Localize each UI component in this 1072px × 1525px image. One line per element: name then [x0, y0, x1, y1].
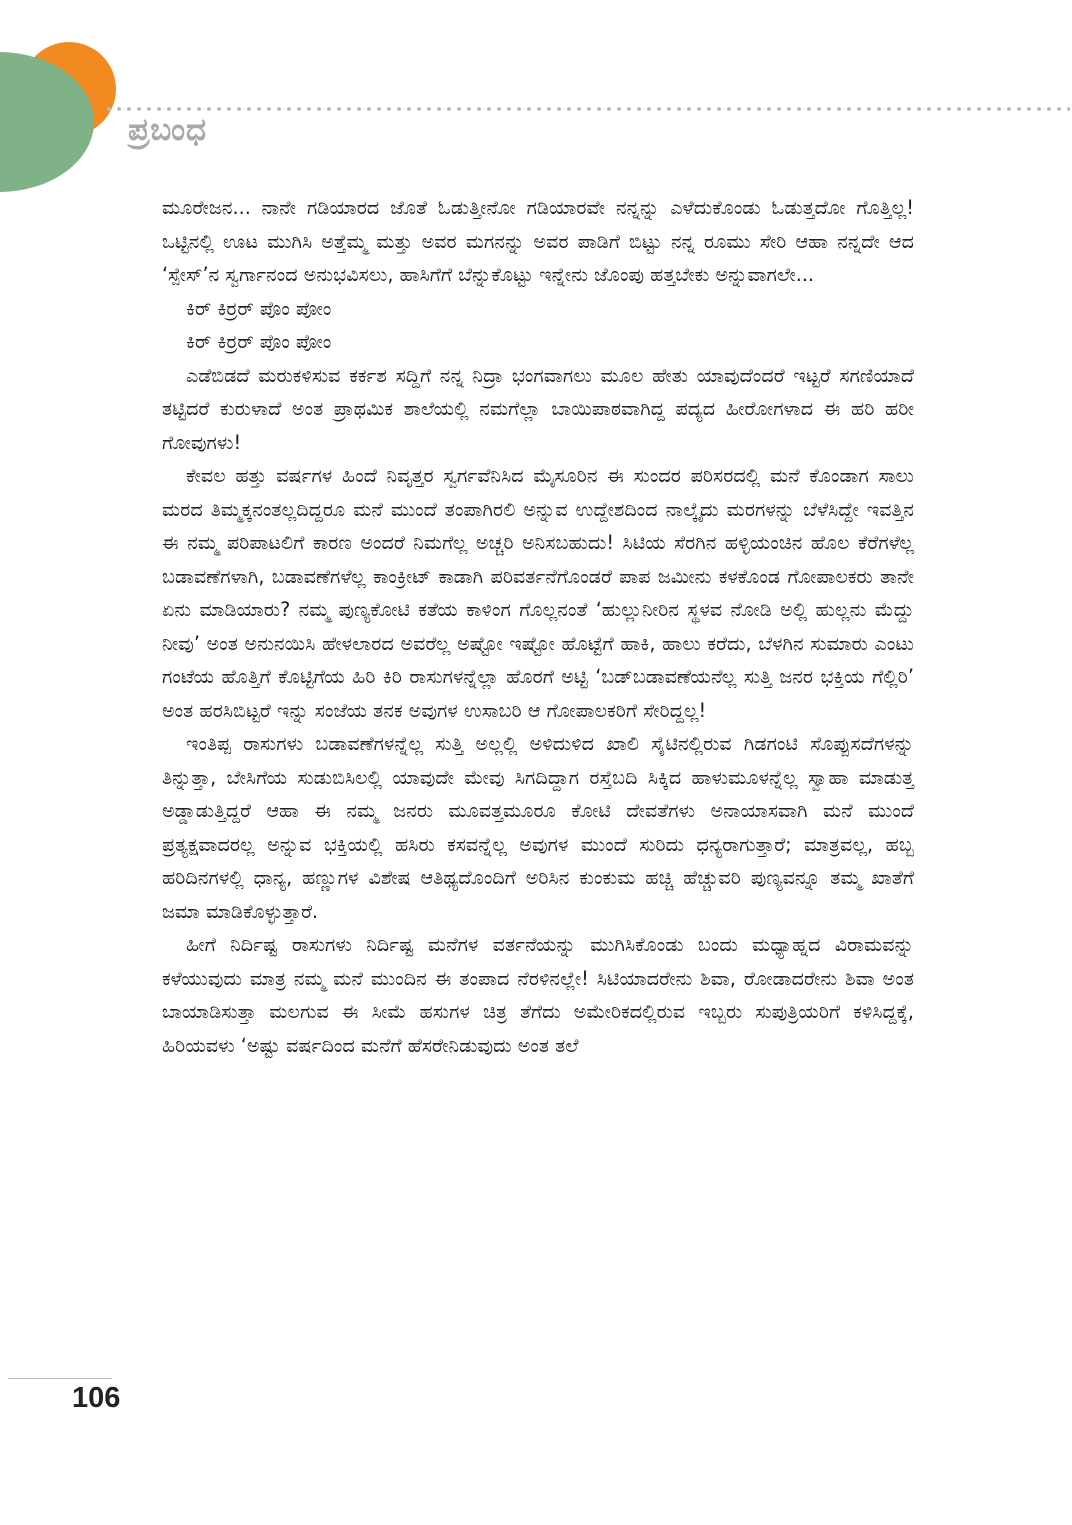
- page-number: 106: [72, 1382, 121, 1414]
- paragraph-4: ಇಂತಿಪ್ಪ ರಾಸುಗಳು ಬಡಾವಣೆಗಳನ್ನೆಲ್ಲ ಸುತ್ತಿ ಅಲ್ಲಲ್ಲಿ ಅಳಿದುಳಿದ ಖಾಲಿ ಸೈಟಿನಲ್ಲಿರುವ ಗಿಡಗಂಟಿ ಸೊಪ್ಪುಸದೆಗಳನ್ನು ತಿನ್ನುತ್ತಾ, ಬೇಸಿಗೆಯ ಸುಡುಬಿಸಿಲಲ್ಲಿ ಯಾವುದೇ ಮೇವು ಸಿಗದಿದ್ದಾಗ ರಸ್ತೆಬದಿ ಸಿಕ್ಕಿದ ಹಾಳುಮೂಳನ್ನೆಲ್ಲ ಸ್ವಾಹಾ ಮಾಡುತ್ತ ಅಡ್ಡಾಡುತ್ತಿದ್ದರೆ ಆಹಾ ಈ ನಮ್ಮ ಜನರು ಮೂವತ್ತಮೂರೂ ಕೋಟಿ ದೇವತೆಗಳು ಅನಾಯಾಸವಾಗಿ ಮನೆ ಮುಂದೆ ಪ್ರತ್ಯಕ್ಷವಾದರಲ್ಲ ಅನ್ನುವ ಭಕ್ತಿಯಲ್ಲಿ ಹಸಿರು ಕಸವನ್ನೆಲ್ಲ ಅವುಗಳ ಮುಂದೆ ಸುರಿದು ಧನ್ಯರಾಗುತ್ತಾರೆ; ಮಾತ್ರವಲ್ಲ, ಹಬ್ಬ ಹರಿದಿನಗಳಲ್ಲಿ ಧಾನ್ಯ, ಹಣ್ಣುಗಳ ವಿಶೇಷ ಆತಿಥ್ಯದೊಂದಿಗೆ ಅರಿಸಿನ ಕುಂಕುಮ ಹಚ್ಚಿ ಹೆಚ್ಚುವರಿ ಪುಣ್ಯವನ್ನೂ ತಮ್ಮ ಖಾತೆಗೆ ಜಮಾ ಮಾಡಿಕೊಳ್ಳುತ್ತಾರೆ.: [162, 732, 914, 923]
- paragraph-1: ಮೂರೇಜನ... ನಾನೇ ಗಡಿಯಾರದ ಜೊತೆ ಓಡುತ್ತೀನೋ ಗಡಿಯಾರವೇ ನನ್ನನ್ನು ಎಳೆದುಕೊಂಡು ಓಡುತ್ತದೋ ಗೊತ್ತಿಲ್ಲ! ಒಟ್ಟಿನಲ್ಲಿ ಊಟ ಮುಗಿಸಿ ಅತ್ತೆಮ್ಮ ಮತ್ತು ಅವರ ಮಗನನ್ನು ಅವರ ಪಾಡಿಗೆ ಬಿಟ್ಟು ನನ್ನ ರೂಮು ಸೇರಿ ಆಹಾ ನನ್ನದೇ ಆದ ‘ಸ್ಪೇಸ್’ನ ಸ್ವರ್ಗಾನಂದ ಅನುಭವಿಸಲು, ಹಾಸಿಗೆಗೆ ಬೆನ್ನುಕೊಟ್ಟು ಇನ್ನೇನು ಜೊಂಪು ಹತ್ತಬೇಕು ಅನ್ನುವಾಗಲೇ...: [162, 196, 914, 286]
- paragraph-2: ಎಡೆಬಿಡದೆ ಮರುಕಳಿಸುವ ಕರ್ಕಶ ಸದ್ದಿಗೆ ನನ್ನ ನಿದ್ರಾ ಭಂಗವಾಗಲು ಮೂಲ ಹೇತು ಯಾವುದೆಂದರೆ ಇಟ್ಟರೆ ಸಗಣಿಯಾದೆ ತಟ್ಟಿದರೆ ಕುರುಳಾದೆ ಅಂತ ಪ್ರಾಥಮಿಕ ಶಾಲೆಯಲ್ಲಿ ನಮಗೆಲ್ಲಾ ಬಾಯಿಪಾಠವಾಗಿದ್ದ ಪದ್ಯದ ಹೀರೋಗಳಾದ ಈ ಹರಿ ಹರೀ ಗೋವುಗಳು!: [162, 363, 914, 454]
- section-title: ಪ್ರಬಂಧ: [128, 112, 207, 148]
- verse-line-2: ಕಿರ್ ಕಿರ್ರರ್ ಪೊಂ ಪೋಂ: [186, 330, 332, 353]
- article-body: [162, 191, 914, 1062]
- dotted-rule: [104, 106, 1070, 112]
- verse-line-1: ಕಿರ್ ಕಿರ್ರರ್ ಪೊಂ ಪೋಂ: [186, 296, 332, 320]
- paragraph-3: ಕೇವಲ ಹತ್ತು ವರ್ಷಗಳ ಹಿಂದೆ ನಿವೃತ್ತರ ಸ್ವರ್ಗವೆನಿಸಿದ ಮೈಸೂರಿನ ಈ ಸುಂದರ ಪರಿಸರದಲ್ಲಿ ಮನೆ ಕೊಂಡಾಗ ಸಾಲು ಮರದ ತಿಮ್ಮಕ್ಕನಂತಲ್ಲದಿದ್ದರೂ ಮನೆ ಮುಂದೆ ತಂಪಾಗಿರಲಿ ಅನ್ನುವ ಉದ್ದೇಶದಿಂದ ನಾಲ್ಕೈದು ಮರಗಳನ್ನು ಬೆಳೆಸಿದ್ದೇ ಇವತ್ತಿನ ಈ ನಮ್ಮ ಪರಿಪಾಟಲಿಗೆ ಕಾರಣ ಅಂದರೆ ನಿಮಗೆಲ್ಲ ಅಚ್ಚರಿ ಅನಿಸಬಹುದು! ಸಿಟಿಯ ಸೆರಗಿನ ಹಳ್ಳಿಯಂಚಿನ ಹೊಲ ಕೆರೆಗಳೆಲ್ಲ ಬಡಾವಣೆಗಳಾಗಿ, ಬಡಾವಣೆಗಳೆಲ್ಲ ಕಾಂಕ್ರೀಟ್ ಕಾಡಾಗಿ ಪರಿವರ್ತನೆಗೊಂಡರೆ ಪಾಪ ಜಮೀನು ಕಳಕೊಂಡ ಗೋಪಾಲಕರು ತಾನೇ ಏನು ಮಾಡಿಯಾರು? ನಮ್ಮ ಪುಣ್ಯಕೋಟಿ ಕತೆಯ ಕಾಳಿಂಗ ಗೊಲ್ಲನಂತೆ ‘ಹುಲ್ಲುನೀರಿನ ಸ್ಥಳವ ನೋಡಿ ಅಲ್ಲಿ ಹುಲ್ಲನು ಮೆದ್ದು ನೀವು’ ಅಂತ ಅನುನಯಿಸಿ ಹೇಳಲಾರದ ಅವರೆಲ್ಲ ಅಷ್ಟೋ ಇಷ್ಟೋ ಹೊಟ್ಟೆಗೆ ಹಾಕಿ, ಹಾಲು ಕರೆದು, ಬೆಳಗಿನ ಸುಮಾರು ಎಂಟು ಗಂಟೆಯ ಹೊತ್ತಿಗೆ ಕೊಟ್ಟಿಗೆಯ ಹಿರಿ ಕಿರಿ ರಾಸುಗಳನ್ನೆಲ್ಲಾ ಹೊರಗೆ ಅಟ್ಟಿ ‘ಬಡ್‌ಬಡಾವಣೆಯನೆಲ್ಲ ಸುತ್ತಿ ಜನರ ಭಕ್ತಿಯ ಗೆಲ್ಲಿರಿ’ ಅಂತ ಹರಸಿಬಿಟ್ಟರೆ ಇನ್ನು ಸಂಜೆಯ ತನಕ ಅವುಗಳ ಉಸಾಬರಿ ಆ ಗೋಪಾಲಕರಿಗೆ ಸೇರಿದ್ದಲ್ಲ!: [162, 464, 914, 722]
- paragraph-5: ಹೀಗೆ ನಿರ್ದಿಷ್ಟ ರಾಸುಗಳು ನಿರ್ದಿಷ್ಟ ಮನೆಗಳ ವರ್ತನೆಯನ್ನು ಮುಗಿಸಿಕೊಂಡು ಬಂದು ಮಧ್ಯಾಹ್ನದ ವಿರಾಮವನ್ನು ಕಳೆಯುವುದು ಮಾತ್ರ ನಮ್ಮ ಮನೆ ಮುಂದಿನ ಈ ತಂಪಾದ ನೆರಳಿನಲ್ಲೇ! ಸಿಟಿಯಾದರೇನು ಶಿವಾ, ರೋಡಾದರೇನು ಶಿವಾ ಅಂತ ಬಾಯಾಡಿಸುತ್ತಾ ಮಲಗುವ ಈ ಸೀಮೆ ಹಸುಗಳ ಚಿತ್ರ ತೆಗೆದು ಅಮೇರಿಕದಲ್ಲಿರುವ ಇಬ್ಬರು ಸುಪುತ್ರಿಯರಿಗೆ ಕಳಿಸಿದ್ದಕ್ಕೆ, ಹಿರಿಯವಳು ‘ಅಷ್ಟು ವರ್ಷದಿಂದ ಮನೆಗೆ ಹೆಸರೇನಿಡುವುದು ಅಂತ ತಲೆ: [162, 933, 914, 1057]
- footer-rule: [8, 1378, 112, 1379]
